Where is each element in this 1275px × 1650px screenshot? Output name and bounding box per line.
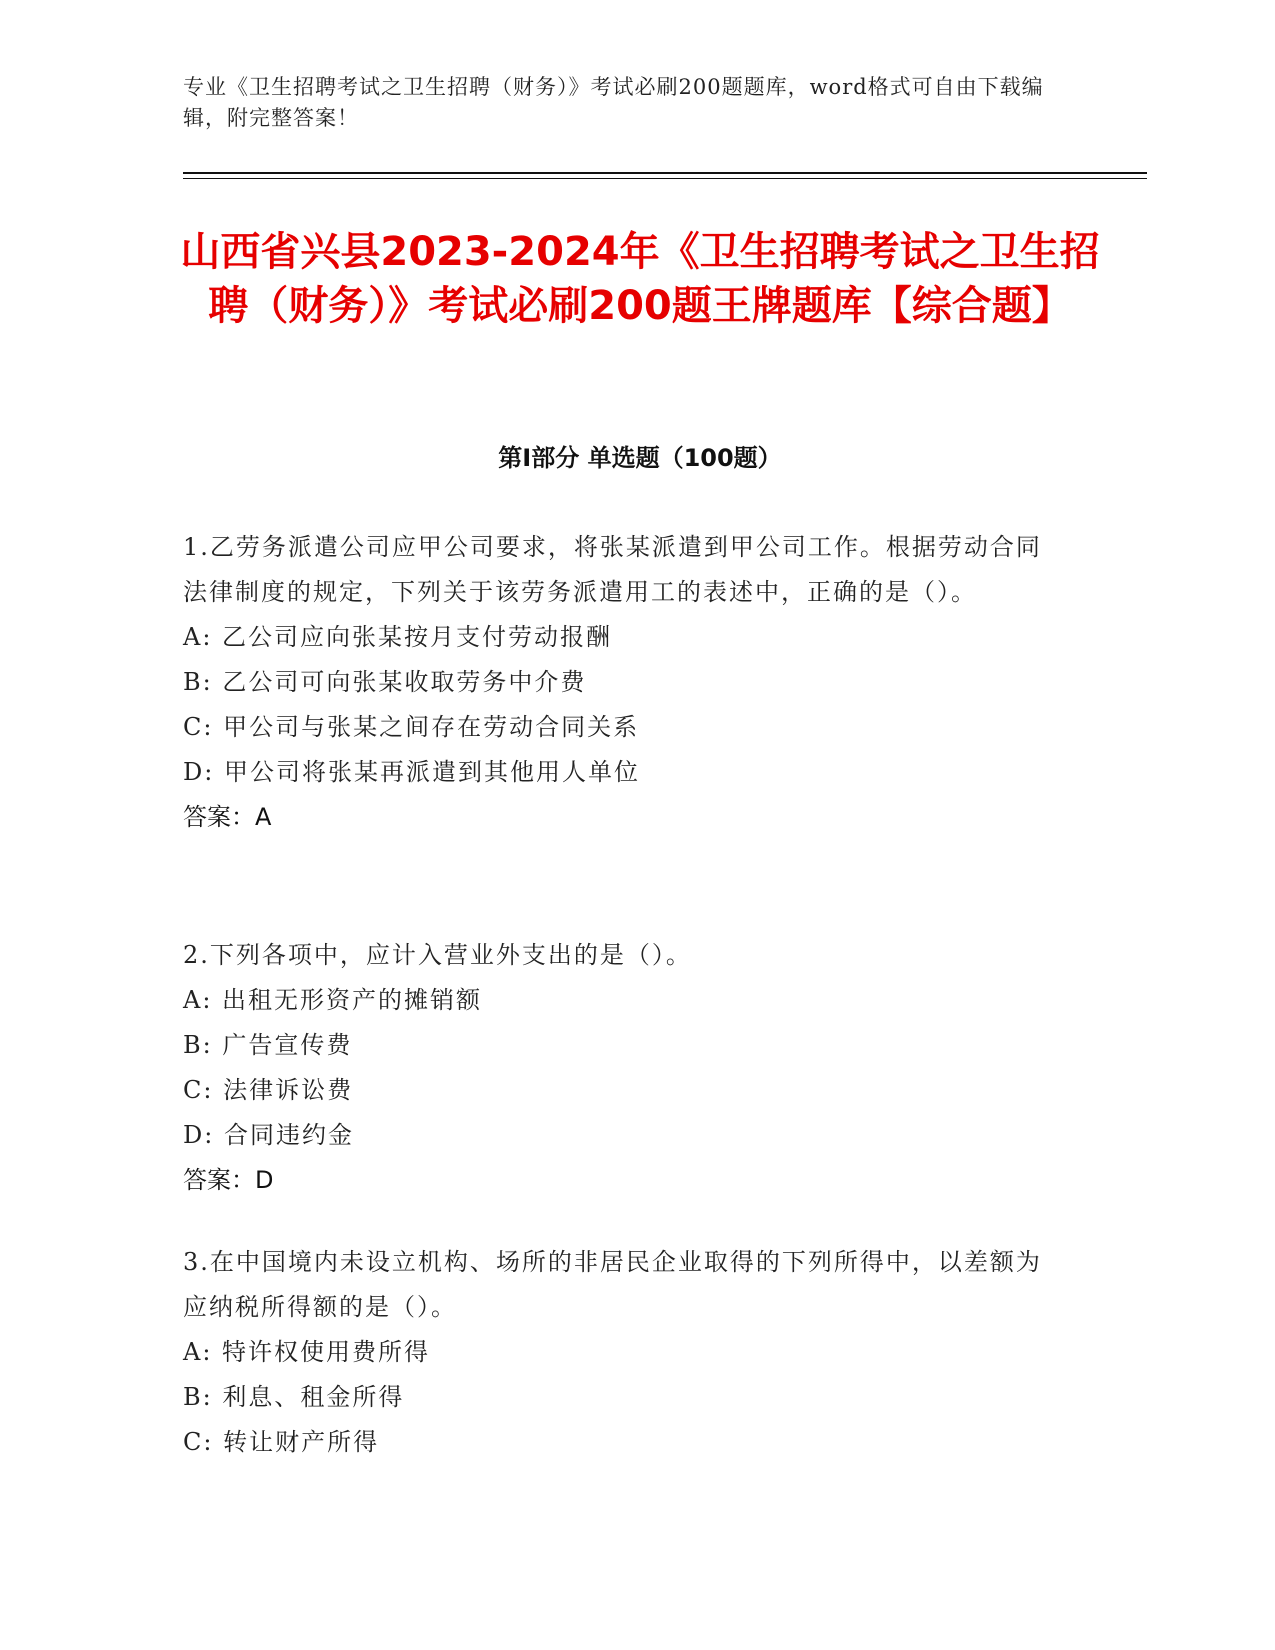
question-stem: 1.乙劳务派遣公司应甲公司要求，将张某派遣到甲公司工作。根据劳动合同法律制度的规定，下列关于该劳务派遣用工的表述中，正确的是（）。	[183, 533, 1042, 606]
option-b: B: 广告宣传费	[183, 1031, 353, 1059]
option-d: D: 合同违约金	[183, 1121, 354, 1149]
answer: 答案：A	[183, 803, 272, 831]
question-3	[183, 1240, 1063, 1465]
option-a: A: 乙公司应向张某按月支付劳动报酬	[183, 623, 613, 651]
option-c: C: 法律诉讼费	[183, 1076, 354, 1104]
option-c: C: 甲公司与张某之间存在劳动合同关系	[183, 713, 640, 741]
option-a: A: 出租无形资产的摊销额	[183, 986, 483, 1014]
question-stem: 2.下列各项中，应计入营业外支出的是（）。	[183, 941, 692, 969]
question-stem: 3.在中国境内未设立机构、场所的非居民企业取得的下列所得中，以差额为应纳税所得额的是（）。	[183, 1248, 1042, 1321]
question-2	[183, 933, 1063, 1203]
option-b: B: 乙公司可向张某收取劳务中介费	[183, 668, 587, 696]
header-rule-thin	[183, 178, 1147, 179]
option-d: D: 甲公司将张某再派遣到其他用人单位	[183, 758, 640, 786]
document-title: 山西省兴县2023-2024年《卫生招聘考试之卫生招聘（财务）》考试必刷200题王牌题库【综合题】	[180, 229, 1100, 329]
section-heading: 第Ⅰ部分 单选题（100题）	[498, 444, 782, 472]
option-a: A: 特许权使用费所得	[183, 1338, 431, 1366]
option-c: C: 转让财产所得	[183, 1428, 380, 1456]
question-1	[183, 525, 1063, 840]
answer: 答案：D	[183, 1166, 274, 1194]
header-rule-thick	[183, 172, 1147, 174]
option-b: B: 利息、租金所得	[183, 1383, 405, 1411]
document-header: 专业《卫生招聘考试之卫生招聘（财务）》考试必刷200题题库，word格式可自由下载编辑，附完整答案！	[183, 75, 1044, 130]
